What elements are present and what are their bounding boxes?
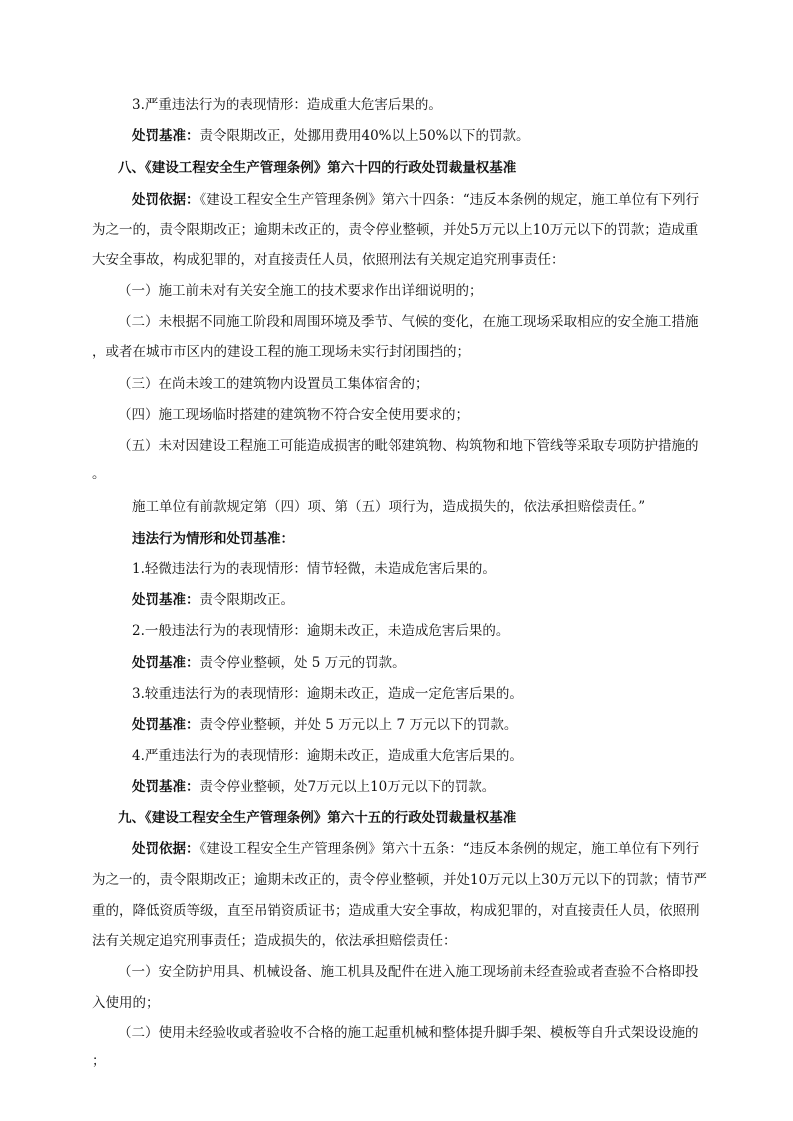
section-heading: 八、《建设工程安全生产管理条例》第六十四的行政处罚裁量权基准	[118, 160, 517, 176]
text-line: 2.一般违法行为的表现情形：逾期未改正，未造成危害后果的。	[132, 623, 510, 639]
text-line: 法有关规定追究刑事责任；造成损失的，依法承担赔偿责任：	[92, 933, 457, 949]
text-line: （一）安全防护用具、机械设备、施工机具及配件在进入施工现场前未经查验或者查验不合格即投	[118, 964, 699, 980]
text-line: （二）未根据不同施工阶段和周围环境及季节、气候的变化，在施工现场采取相应的安全施工措施	[118, 314, 699, 330]
text-line: （二）使用未经验收或者验收不合格的施工起重机械和整体提升脚手架、模板等自升式架设设施的	[118, 1025, 699, 1041]
section-heading: 九、《建设工程安全生产管理条例》第六十五的行政处罚裁量权基准	[118, 810, 517, 826]
text-line: 处罚基准：责令停业整顿，并处 5 万元以上 7 万元以下的罚款。	[132, 717, 518, 733]
text-line: 施工单位有前款规定第（四）项、第（五）项行为，造成损失的，依法承担赔偿责任。”	[132, 499, 646, 515]
text-line: 为之一的，责令限期改正；逾期未改正的，责令停业整顿，并处5万元以上10万元以下的罚款；造成重	[92, 222, 699, 238]
text-line: 大安全事故，构成犯罪的，对直接责任人员，依照刑法有关规定追究刑事责任：	[92, 252, 565, 268]
text-line: 处罚基准：责令限期改正，处挪用费用40%以上50%以下的罚款。	[132, 128, 530, 144]
text-line: 。	[92, 466, 106, 482]
section-subheading: 违法行为情形和处罚基准：	[132, 531, 294, 547]
text-line: ，或者在城市市区内的建设工程的施工现场未实行封闭围挡的；	[92, 344, 470, 360]
text-line: 3.较重违法行为的表现情形：逾期未改正，造成一定危害后果的。	[132, 686, 523, 702]
text-line: （五）未对因建设工程施工可能造成损害的毗邻建筑物、构筑物和地下管线等采取专项防护措施的	[118, 438, 699, 454]
text-line: 处罚基准：责令限期改正。	[132, 592, 294, 608]
text-line: ；	[92, 1053, 106, 1069]
text-line: 4.严重违法行为的表现情形：逾期未改正，造成重大危害后果的。	[132, 748, 523, 764]
text-line: 入使用的；	[92, 995, 160, 1011]
text-line: 重的，降低资质等级，直至吊销资质证书；造成重大安全事故，构成犯罪的，对直接责任人员，依照刑	[92, 903, 700, 919]
text-line: 处罚依据：《建设工程安全生产管理条例》第六十四条：“违反本条例的规定，施工单位有下列行	[132, 192, 700, 208]
text-line: 3.严重违法行为的表现情形：造成重大危害后果的。	[132, 97, 442, 113]
text-line: 处罚基准：责令停业整顿，处7万元以上10万元以下的罚款。	[132, 779, 496, 795]
text-line: （三）在尚未竣工的建筑物内设置员工集体宿舍的；	[118, 376, 429, 392]
text-line: 处罚基准：责令停业整顿，处 5 万元的罚款。	[132, 655, 406, 671]
text-line: （四）施工现场临时搭建的建筑物不符合安全使用要求的；	[118, 407, 469, 423]
text-line: 1.轻微违法行为的表现情形：情节轻微，未造成危害后果的。	[132, 561, 496, 577]
text-line: 为之一的，责令限期改正；逾期未改正的，责令停业整顿，并处10万元以上30万元以下的罚款；情节严	[92, 872, 707, 888]
text-line: 处罚依据：《建设工程安全生产管理条例》第六十五条：“违反本条例的规定，施工单位有下列行	[132, 841, 700, 857]
text-line: （一）施工前未对有关安全施工的技术要求作出详细说明的；	[118, 283, 483, 299]
